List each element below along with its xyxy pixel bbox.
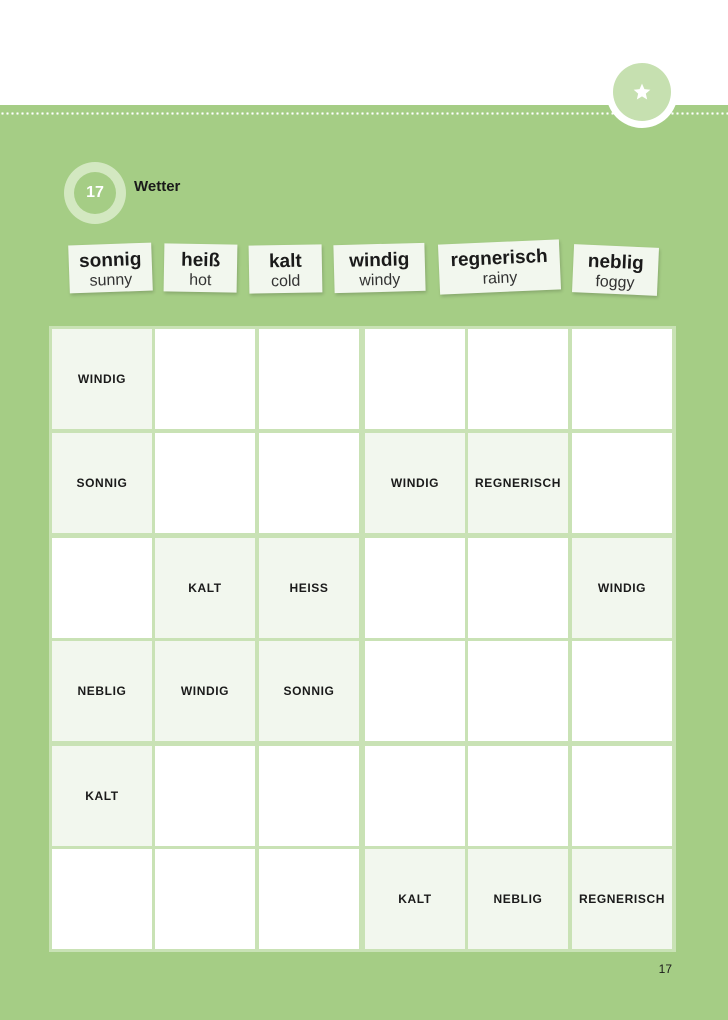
- grid-cell-empty[interactable]: [468, 538, 568, 638]
- grid-cell-given: REGNERISCH: [468, 433, 568, 533]
- grid-cell-given: KALT: [52, 746, 152, 846]
- vocab-english: sunny: [89, 271, 133, 290]
- grid-cell-given: REGNERISCH: [572, 849, 672, 949]
- grid-cell-given: WINDIG: [155, 641, 255, 741]
- grid-cell-given: NEBLIG: [52, 641, 152, 741]
- vocab-card-kalt: [249, 244, 323, 293]
- page-number: 17: [658, 962, 672, 976]
- grid-cell-empty[interactable]: [259, 433, 359, 533]
- grid-cell-empty[interactable]: [155, 329, 255, 429]
- vocab-english: foggy: [595, 273, 635, 292]
- vocab-german: sonnig: [78, 248, 142, 273]
- grid-cell-given: HEISS: [259, 538, 359, 638]
- vocab-card-neblig: [572, 244, 659, 296]
- grid-cell-empty[interactable]: [155, 746, 255, 846]
- grid-cell-empty[interactable]: [468, 329, 568, 429]
- grid-cell-given: SONNIG: [52, 433, 152, 533]
- vocab-card-heiss: [164, 243, 238, 292]
- grid-cell-empty[interactable]: [259, 849, 359, 949]
- vocab-card-sonnig: [68, 243, 153, 294]
- grid-cell-empty[interactable]: [365, 746, 465, 846]
- grid-cell-empty[interactable]: [572, 329, 672, 429]
- vocab-english: cold: [270, 272, 301, 291]
- grid-cell-empty[interactable]: [572, 746, 672, 846]
- grid-cell-empty[interactable]: [572, 641, 672, 741]
- grid-cell-empty[interactable]: [52, 538, 152, 638]
- vocab-card-windig: [333, 243, 425, 293]
- grid-cell-empty[interactable]: [259, 746, 359, 846]
- vocab-english: rainy: [482, 269, 518, 288]
- vocab-german: neblig: [587, 250, 645, 275]
- vocab-german: regnerisch: [450, 245, 549, 272]
- star-badge: [613, 63, 671, 121]
- vocab-german: windig: [348, 249, 410, 272]
- exercise-title: Wetter: [134, 178, 181, 195]
- vocab-card-regnerisch: [438, 239, 561, 294]
- grid-cell-empty[interactable]: [155, 849, 255, 949]
- grid-cell-empty[interactable]: [468, 641, 568, 741]
- grid-cell-empty[interactable]: [365, 329, 465, 429]
- grid-cell-empty[interactable]: [259, 329, 359, 429]
- grid-cell-given: KALT: [155, 538, 255, 638]
- vocab-german: heiß: [180, 249, 221, 272]
- grid-cell-empty[interactable]: [572, 433, 672, 533]
- vocab-english: windy: [359, 271, 401, 290]
- grid-cell-empty[interactable]: [365, 641, 465, 741]
- grid-cell-empty[interactable]: [365, 538, 465, 638]
- grid-cell-given: WINDIG: [572, 538, 672, 638]
- grid-cell-empty[interactable]: [155, 433, 255, 533]
- vocab-english: hot: [189, 271, 212, 290]
- grid-cell-given: WINDIG: [52, 329, 152, 429]
- sudoku-grid: [49, 326, 676, 952]
- grid-cell-given: KALT: [365, 849, 465, 949]
- vocab-german: kalt: [268, 250, 302, 273]
- grid-cell-given: SONNIG: [259, 641, 359, 741]
- grid-cell-given: WINDIG: [365, 433, 465, 533]
- grid-cell-empty[interactable]: [468, 746, 568, 846]
- grid-cell-given: NEBLIG: [468, 849, 568, 949]
- grid-cell-empty[interactable]: [52, 849, 152, 949]
- star-icon: [632, 82, 652, 102]
- exercise-number: 17: [74, 172, 116, 214]
